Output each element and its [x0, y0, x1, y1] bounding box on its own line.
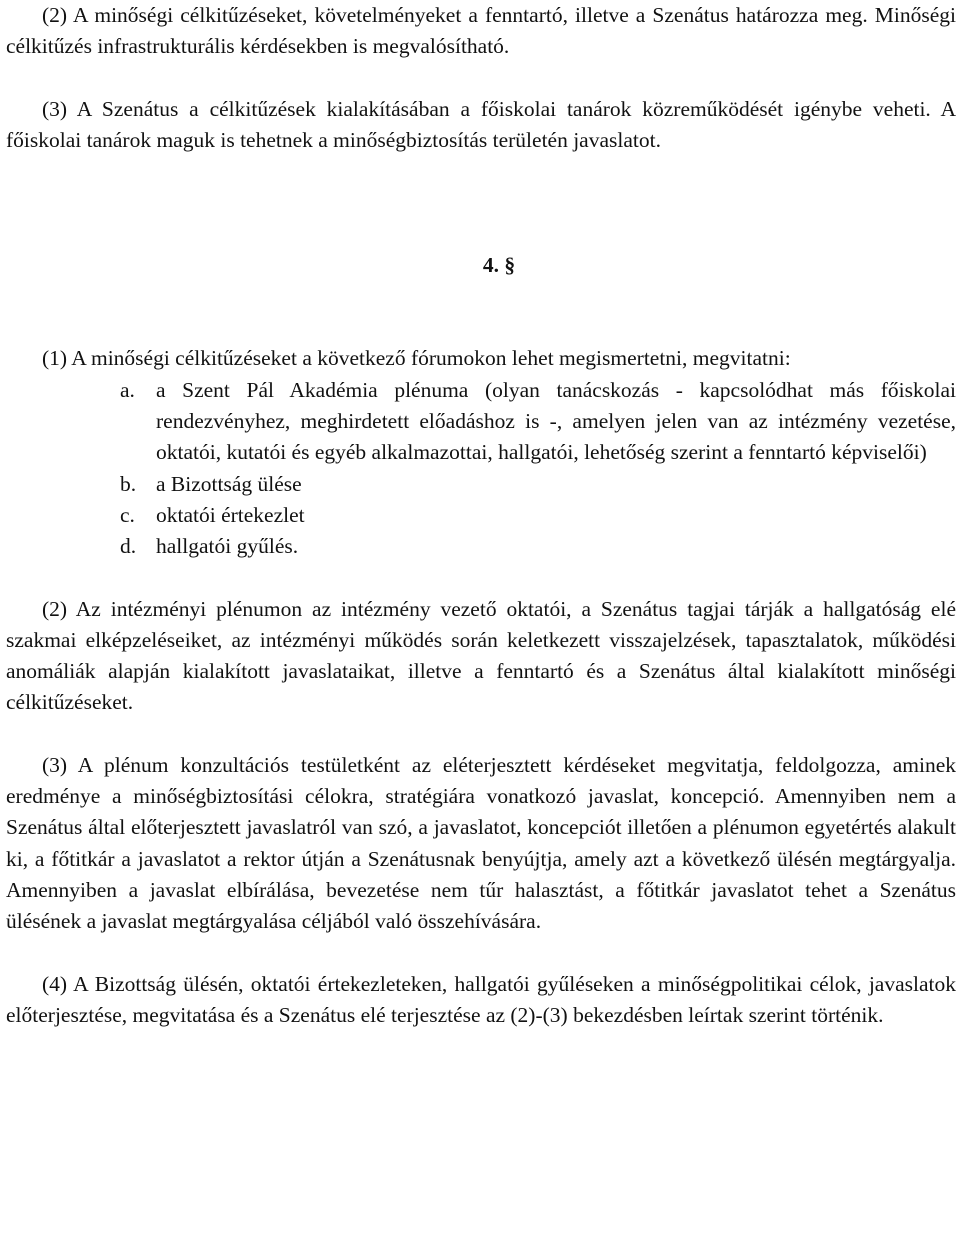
list-marker: b. [120, 471, 137, 496]
list-item [6, 500, 956, 531]
paragraph-4-3: (3) A plénum konzultációs testületként az eléterjesztett kérdéseket megvitatja, feldolgozza, aminek eredménye a minőségbiztosítási célokra, stratégiára vonatkozó javaslat, koncepció. Amennyiben nem a Szenátus által előterjesztett javaslatról van szó, a javaslatot, koncepciót illetően a plénumon egyetértés alakult ki, a főtitkár a javaslatot a rektor útján a Szenátusnak benyújtja, amely azt a következő ülésén megtárgyalja. Amennyiben a javaslat elbírálása, bevezetése nem tűr halasztást, a főtitkár javaslatot tehet a Szenátus ülésének a javaslat megtárgyalása céljából való összehívására. [6, 752, 956, 934]
list-item-text: a Bizottság ülése [156, 471, 302, 496]
list-item [6, 375, 956, 469]
spacer [6, 719, 956, 750]
spacer [6, 63, 956, 94]
spacer [6, 563, 956, 594]
spacer [6, 156, 956, 250]
paragraph-3-2: (2) A minőségi célkitűzéseket, követelményeket a fenntartó, illetve a Szenátus határozza meg. Minőségi célkitűzés infrastrukturális kérdésekben is megvalósítható. [6, 3, 956, 59]
paragraph-3-3: (3) A Szenátus a célkitűzések kialakításában a főiskolai tanárok közreműködését igénybe veheti. A főiskolai tanárok maguk is tehetnek a minőségbiztosítás területén javaslatot. [6, 96, 956, 152]
list-marker: c. [120, 502, 135, 527]
list-marker: a. [120, 377, 135, 402]
list-item [6, 531, 956, 562]
section-heading-4: 4. § [482, 253, 516, 278]
forum-list [6, 375, 956, 563]
paragraph-4-2: (2) Az intézményi plénumon az intézmény vezető oktatói, a Szenátus tagjai tárják a hallgatóság elé szakmai elképzeléseiket, az intézményi működés során keletkezett visszajelzések, tapasztalatok, működési anomáliák alapján kialakított javaslataikat, illetve a fenntartó és a Szenátus által kialakított minőségi célkitűzéseket. [6, 596, 956, 715]
document-page [6, 0, 956, 1031]
list-item-text: oktatói értekezlet [156, 502, 305, 527]
list-item-text: a Szent Pál Akadémia plénuma (olyan tanácskozás - kapcsolódhat más főiskolai rendezvényhez, meghirdetett előadáshoz is -, amelyen jelen van az intézmény vezetése, oktatói, kutatói és egyéb alkalmazottai, hallgatói, lehetőség szerint a fenntartó képviselői) [156, 377, 956, 465]
list-item [6, 469, 956, 500]
list-item-text: hallgatói gyűlés. [156, 534, 299, 559]
spacer [6, 281, 956, 343]
paragraph-4-4: (4) A Bizottság ülésén, oktatói értekezleteken, hallgatói gyűléseken a minőségpolitikai célok, javaslatok előterjesztése, megvitatása és a Szenátus elé terjesztése az (2)-(3) bekezdésben leírtak szerint történik. [6, 971, 956, 1027]
paragraph-4-1-intro: (1) A minőségi célkitűzéseket a következő fórumokon lehet megismertetni, megvitatni: [42, 346, 791, 371]
spacer [6, 938, 956, 969]
list-marker: d. [120, 534, 137, 559]
